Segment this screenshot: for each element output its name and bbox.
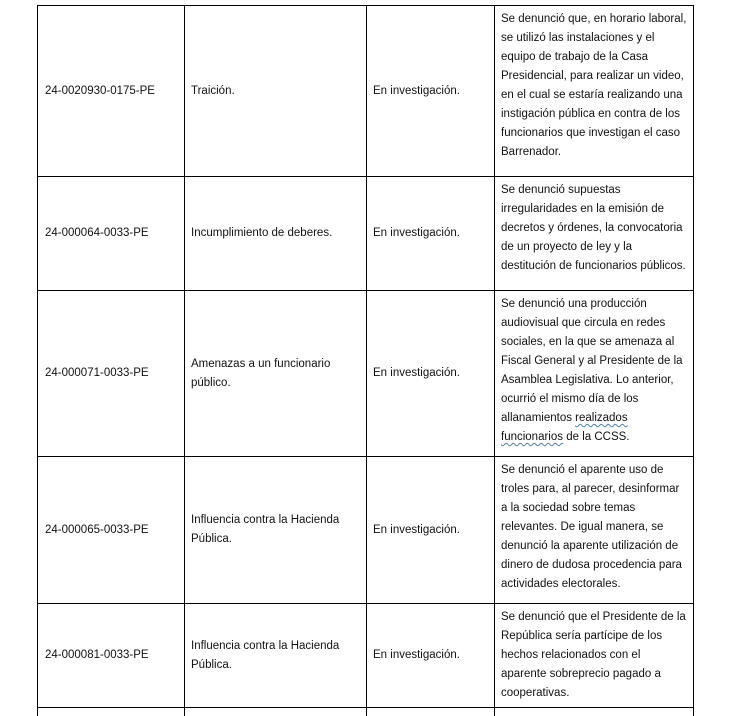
cell-estado: En investigación. (367, 6, 495, 177)
cell-expediente: 24-0020930-0175-PE (38, 6, 185, 177)
cell-detalle: Se denunció supuestas irregularidades en la emisión de decretos y órdenes, la convocatoria de un proyecto de ley y la destitución de funcionarios públicos. (495, 177, 694, 291)
table-row (38, 291, 694, 457)
cell-delito: Incumplimiento de deberes. (185, 177, 367, 291)
cell-delito: Influencia contra la Hacienda Pública. (185, 457, 367, 604)
table-row (38, 6, 694, 177)
cell-detalle: Se denunció el aparente uso de troles para, al parecer, desinformar a la sociedad sobre temas relevantes. De igual manera, se denunció la aparente utilización de dinero de dudosa procedencia para actividades electorales. (495, 457, 694, 604)
cell-expediente-partial (38, 708, 185, 716)
cell-expediente: 24-000065-0033-PE (38, 457, 185, 604)
grammar-flagged-word: funcionarios (501, 431, 563, 443)
cell-detalle (495, 291, 694, 457)
cell-detalle: Se denunció que el Presidente de la República sería partícipe de los hechos relacionados con el aparente sobreprecio pagado a cooperativas. (495, 604, 694, 708)
detalle-text-tail: de la CCSS. (563, 431, 629, 443)
detalle-text-lead: Se denunció una producción audiovisual que circula en redes sociales, en la que se amenaza al Fiscal General y al Presidente de la Asamblea Legislativa. Lo anterior, ocurrió el mismo día de los allanamientos (501, 298, 683, 424)
cell-estado: En investigación. (367, 604, 495, 708)
cell-estado: En investigación. (367, 291, 495, 457)
table-row (38, 457, 694, 604)
complaints-table (37, 5, 694, 716)
table-row (38, 177, 694, 291)
cell-delito: Influencia contra la Hacienda Pública. (185, 604, 367, 708)
cell-detalle: Se denunció que, en horario laboral, se utilizó las instalaciones y el equipo de trabajo de la Casa Presidencial, para realizar un video, en el cual se estaría realizando una instigación pública en contra de los funcionarios que investigan el caso Barrenador. (495, 6, 694, 177)
cell-estado-partial (367, 708, 495, 716)
cell-expediente: 24-000081-0033-PE (38, 604, 185, 708)
cell-estado: En investigación. (367, 177, 495, 291)
table-row-partial (38, 708, 694, 716)
grammar-flagged-word: realizados (575, 412, 627, 424)
cell-delito-partial (185, 708, 367, 716)
table-row (38, 604, 694, 708)
cell-expediente: 24-000071-0033-PE (38, 291, 185, 457)
cell-expediente: 24-000064-0033-PE (38, 177, 185, 291)
cell-detalle-partial (495, 708, 694, 716)
cell-delito: Amenazas a un funcionario público. (185, 291, 367, 457)
cell-estado: En investigación. (367, 457, 495, 604)
cell-delito: Traición. (185, 6, 367, 177)
